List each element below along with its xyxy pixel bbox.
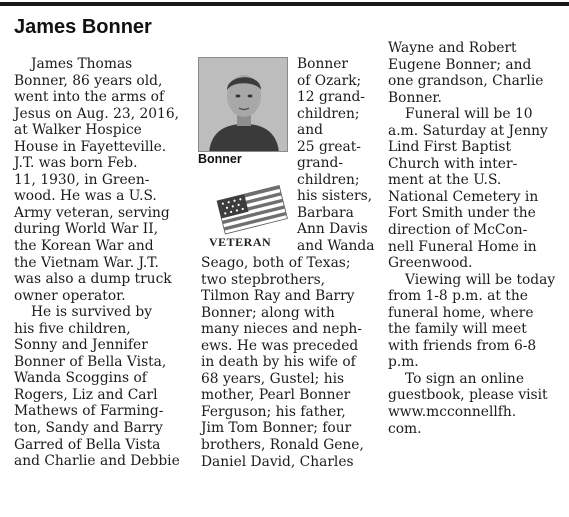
text-line: ton, Sandy and Barry (14, 420, 163, 437)
text-line: of Ozark; (297, 72, 362, 89)
text-line: ews. He was preceded (201, 337, 359, 354)
text-line: owner operator. (14, 287, 126, 304)
text-line: Sonny and Jennifer (14, 337, 148, 354)
text-line: ment at the U.S. (388, 172, 502, 189)
text-line: went into the arms of (14, 89, 165, 106)
text-line: his five children, (14, 320, 131, 337)
text-line: children; (297, 171, 360, 188)
text-line: was also a dump truck (14, 271, 172, 288)
photo-caption: Bonner (198, 152, 242, 166)
text-line: from 1-8 p.m. at the (388, 288, 528, 305)
text-line: the Vietnam War. J.T. (14, 254, 159, 271)
american-flag-icon (212, 183, 290, 235)
portrait-photo (198, 57, 288, 152)
text-line: mother, Pearl Bonner (201, 387, 351, 404)
text-line: one grandson, Charlie (388, 73, 544, 90)
obituary-headline: James Bonner (14, 16, 152, 38)
text-line: Eugene Bonner; and (388, 56, 532, 73)
text-line: Bonner. (388, 89, 442, 106)
text-line: Bonner (297, 56, 348, 72)
text-line: funeral home, where (388, 304, 534, 321)
text-line: www.mcconnellfh. (388, 404, 517, 421)
text-line: with friends from 6-8 (388, 337, 537, 354)
text-line: Daniel David, Charles (201, 453, 354, 470)
text-line: James Thomas (31, 56, 133, 72)
text-line: grand- (297, 155, 344, 172)
text-line: com. (388, 420, 422, 437)
text-line: National Cemetery in (388, 188, 539, 205)
text-line: during World War II, (14, 221, 159, 238)
text-line: Bonner, 86 years old, (14, 72, 163, 89)
veteran-emblem-text: VETERAN (209, 235, 272, 249)
text-line: Tilmon Ray and Barry (201, 288, 355, 305)
text-line: Seago, both of Texas; (201, 255, 351, 271)
text-line: Barbara (297, 204, 354, 221)
text-line: He is survived by (31, 304, 153, 321)
text-line: the family will meet (388, 321, 527, 338)
text-line: Wayne and Robert (388, 40, 517, 56)
text-line: at Walker Hospice (14, 122, 142, 139)
text-line: brothers, Ronald Gene, (201, 437, 364, 454)
text-line: many nieces and neph- (201, 321, 362, 338)
text-line: Viewing will be today (405, 271, 556, 288)
text-line: Garred of Bella Vista (14, 436, 161, 453)
text-line: Jim Tom Bonner; four (201, 420, 352, 437)
text-line: wood. He was a U.S. (14, 188, 157, 205)
text-line: Mathews of Farming- (14, 403, 164, 420)
text-line: Church with inter- (388, 155, 518, 172)
text-line: the Korean War and (14, 238, 154, 255)
text-line: Funeral will be 10 (405, 106, 533, 123)
text-column-3 (388, 40, 558, 437)
text-line: Wanda Scoggins of (14, 370, 147, 387)
text-line: guestbook, please visit (388, 387, 548, 404)
text-column-1 (14, 56, 190, 470)
text-line: Army veteran, serving (14, 204, 170, 221)
text-line: and Wanda (297, 238, 375, 255)
top-rule (0, 2, 569, 6)
text-line: and Charlie and Debbie (14, 453, 180, 470)
text-line: 12 grand- (297, 89, 365, 106)
text-line: Bonner of Bella Vista, (14, 353, 167, 370)
text-line: children; (297, 105, 360, 122)
text-line: nell Funeral Home in (388, 238, 537, 255)
text-column-2-lower (201, 255, 371, 470)
text-line: Fort Smith under the (388, 205, 536, 222)
text-line: 68 years, Gustel; his (201, 370, 345, 387)
text-line: p.m. (388, 354, 419, 371)
text-line: two stepbrothers, (201, 271, 326, 288)
text-line: in death by his wife of (201, 354, 356, 371)
text-line: J.T. was born Feb. (14, 155, 138, 172)
text-line: Bonner; along with (201, 304, 335, 321)
text-line: Ann Davis (297, 221, 368, 238)
text-line: House in Fayetteville. (14, 138, 167, 155)
text-line: a.m. Saturday at Jenny (388, 122, 548, 139)
text-line: 11, 1930, in Green- (14, 171, 150, 188)
text-line: 25 great- (297, 138, 361, 155)
text-line: and (297, 122, 323, 139)
text-line: Greenwood. (388, 255, 473, 272)
text-line: Jesus on Aug. 23, 2016, (14, 105, 179, 122)
portrait-figure (199, 58, 288, 152)
text-line: his sisters, (297, 188, 373, 205)
text-line: Rogers, Liz and Carl (14, 386, 158, 403)
text-column-2-upper (297, 56, 375, 255)
text-line: Lind First Baptist (388, 139, 512, 156)
text-line: Ferguson; his father, (201, 403, 346, 420)
text-line: To sign an online (405, 370, 524, 387)
text-line: direction of McCon- (388, 222, 528, 239)
